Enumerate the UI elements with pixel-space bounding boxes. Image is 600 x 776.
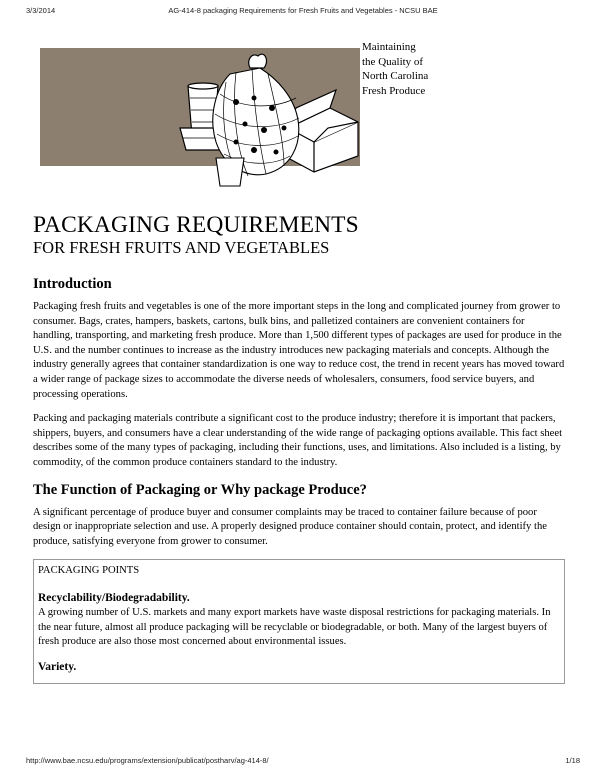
function-heading: The Function of Packaging or Why package Produce? <box>33 481 367 498</box>
introduction-paragraph-1: Packaging fresh fruits and vegetables is one of the more important steps in the long and complicated journey from grower to consumer. Bags, crates, hampers, baskets, cartons, bulk bins, and palletized containers are convenient containers for handling, transporting, and marketing fresh produce. More than 1,500 different types of packages are used for produce in the U.S. and the number continues to increase as the industry introduces new packaging materials and concepts. Although the industry generally agrees that container standardization is one way to reduce cost, the trend in recent years has moved toward a wider range of package sizes to accommodate the diverse needs of wholesalers, consumers, food service buyers, and processing operations. <box>33 301 565 400</box>
banner-title-line: Fresh Produce <box>362 84 426 97</box>
print-footer <box>26 756 580 768</box>
function-paragraph: A significant percentage of produce buyer and consumer complaints may be traced to container failure because of poor design or inappropriate selection and use. A properly designed produce container should contain, protect, and identify the produce, satisfying everyone from grower to consumer. <box>33 506 547 547</box>
banner-title-line: Maintaining <box>362 41 416 53</box>
document-subtitle: FOR FRESH FRUITS AND VEGETABLES <box>33 238 330 257</box>
article-content <box>33 212 565 684</box>
introduction-heading: Introduction <box>33 276 112 292</box>
print-header <box>26 6 580 18</box>
page-url[interactable]: http://www.bae.ncsu.edu/programs/extension/publicat/postharv/ag-414-8/ <box>26 756 269 765</box>
recyclability-heading: Recyclability/Biodegradability. <box>38 591 190 604</box>
banner-title-line: North Carolina <box>362 70 429 82</box>
packaging-points-title: PACKAGING POINTS <box>38 565 140 577</box>
banner-title <box>362 40 492 98</box>
packaging-points-box <box>33 559 565 683</box>
print-date: 3/3/2014 <box>26 6 56 15</box>
document-title: PACKAGING REQUIREMENTS <box>33 212 359 238</box>
introduction-paragraph-2: Packing and packaging materials contribute a significant cost to the produce industry; therefore it is important that packers, shippers, buyers, and consumers have a clear understanding of the wide range of packaging options available. This fact sheet describes some of the many types of packaging, including their functions, uses, and limitations. Also included is a listing, by commodity, of the common produce containers standard to the industry. <box>33 413 563 468</box>
banner-illustration <box>40 38 360 188</box>
print-page-title: AG-414-8 packaging Requirements for Fresh Fruits and Vegetables - NCSU BAE <box>168 6 438 15</box>
page-number: 1/18 <box>565 756 580 765</box>
produce-containers-illustration <box>40 38 360 188</box>
banner-title-line: the Quality of <box>362 55 424 68</box>
recyclability-paragraph: A growing number of U.S. markets and many export markets have waste disposal restrictions for packaging materials. In the near future, almost all produce packaging will be recyclable or biodegradable, or both. Many of the largest buyers of fresh produce are also those most concerned about environmental issues. <box>38 606 551 648</box>
variety-heading: Variety. <box>38 660 77 673</box>
